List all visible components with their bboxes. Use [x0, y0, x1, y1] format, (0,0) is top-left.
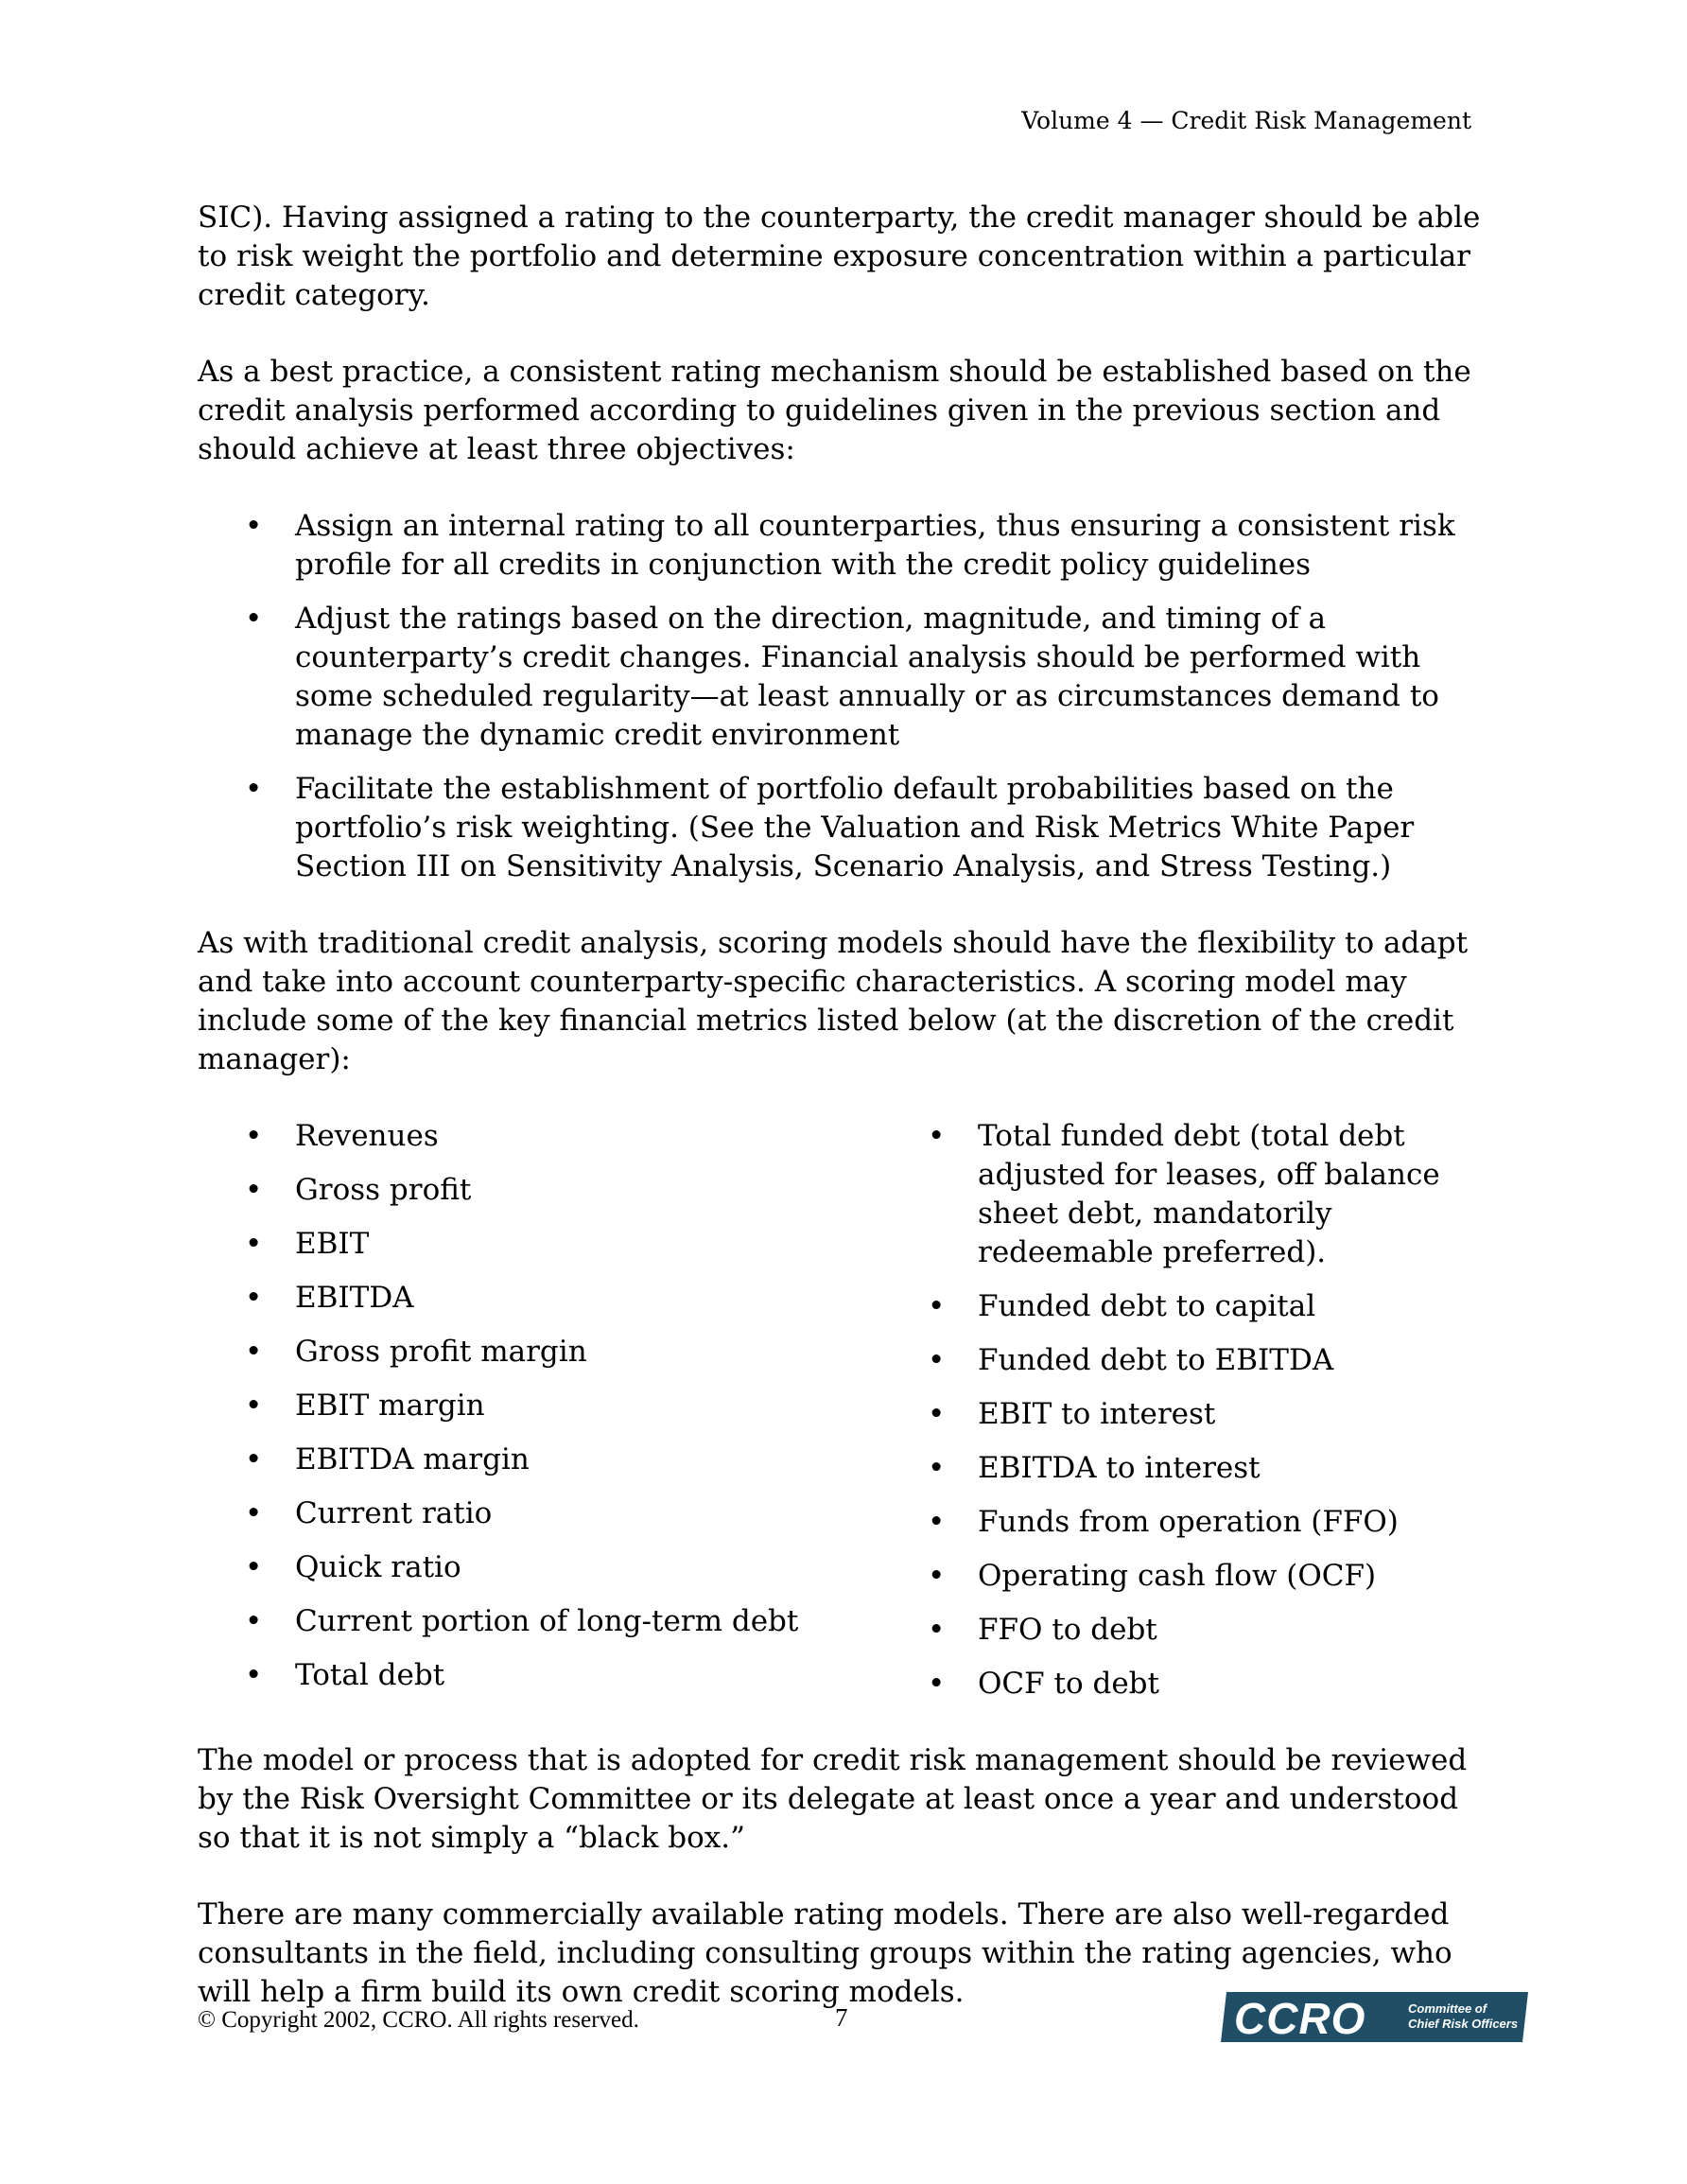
- metrics-right-column: [880, 1117, 1482, 1704]
- logo-tagline-line2: Chief Risk Officers: [1408, 2017, 1519, 2031]
- bullet-icon: •: [928, 1451, 946, 1485]
- metric-text: Current portion of long-term debt: [295, 1604, 799, 1638]
- page-body: [198, 199, 1482, 2050]
- metric-text: Total funded debt (total debt adjusted for leases, off balance sheet debt, mandatorily redeemable preferred).: [978, 1119, 1440, 1269]
- metric-text: Gross profit: [295, 1173, 472, 1207]
- metric-text: OCF to debt: [978, 1667, 1159, 1701]
- metric-item: [880, 1117, 1482, 1272]
- metric-item: [880, 1341, 1482, 1380]
- objectives-list: [198, 507, 1482, 886]
- metric-text: Funded debt to capital: [978, 1289, 1316, 1323]
- ccro-logo: [1221, 1992, 1528, 2042]
- metric-text: Gross profit margin: [295, 1335, 587, 1369]
- metric-item: [198, 1494, 880, 1533]
- bullet-icon: •: [928, 1397, 946, 1431]
- metrics-columns: [198, 1117, 1482, 1704]
- bullet-icon: •: [245, 509, 263, 543]
- metric-item: [880, 1395, 1482, 1434]
- bullet-icon: •: [245, 1550, 263, 1584]
- bullet-icon: •: [928, 1613, 946, 1647]
- objective-item: [198, 770, 1482, 886]
- logo-wordmark: CCRO: [1234, 1994, 1366, 2042]
- metric-text: EBIT to interest: [978, 1397, 1216, 1431]
- bullet-icon: •: [928, 1343, 946, 1377]
- objective-text: Adjust the ratings based on the direction, magnitude, and timing of a counterparty’s credit changes. Financial analysis should be performed with some scheduled regularity—at least annually or as circumstances demand to manage the dynamic credit environment: [295, 602, 1439, 752]
- bullet-icon: •: [245, 1227, 263, 1261]
- bullet-icon: •: [245, 1173, 263, 1207]
- bullet-icon: •: [245, 1604, 263, 1638]
- metric-text: Funded debt to EBITDA: [978, 1343, 1334, 1377]
- metric-text: EBITDA to interest: [978, 1451, 1261, 1485]
- paragraph-rating-intro: SIC). Having assigned a rating to the counterparty, the credit manager should be able to risk weight the portfolio and determine exposure concentration within a particular credit category.: [198, 201, 1481, 312]
- metric-text: EBITDA: [295, 1281, 414, 1315]
- metric-text: Funds from operation (FFO): [978, 1505, 1399, 1539]
- objective-text: Assign an internal rating to all counterparties, thus ensuring a consistent risk profile for all credits in conjunction with the credit policy guidelines: [295, 509, 1455, 582]
- metric-item: [198, 1279, 880, 1318]
- bullet-icon: •: [245, 1389, 263, 1423]
- metric-item: [198, 1656, 880, 1695]
- bullet-icon: •: [928, 1505, 946, 1539]
- metric-item: [880, 1287, 1482, 1326]
- bullet-icon: •: [245, 1496, 263, 1530]
- metric-item: [198, 1225, 880, 1264]
- metrics-left-column: [198, 1117, 880, 1704]
- bullet-icon: •: [245, 1281, 263, 1315]
- metric-text: EBIT: [295, 1227, 370, 1261]
- objective-item: [198, 600, 1482, 755]
- metric-text: EBIT margin: [295, 1389, 485, 1423]
- metric-item: [880, 1503, 1482, 1542]
- metric-item: [880, 1611, 1482, 1650]
- metric-text: Total debt: [295, 1658, 445, 1692]
- logo-tagline-line1: Committee of: [1408, 2001, 1487, 2016]
- bullet-icon: •: [245, 602, 263, 636]
- metric-text: EBITDA margin: [295, 1442, 530, 1476]
- metric-item: [198, 1441, 880, 1479]
- metrics-list-left: [198, 1117, 880, 1695]
- metric-item: [198, 1602, 880, 1641]
- objective-text: Facilitate the establishment of portfolio default probabilities based on the portfolio’s risk weighting. (See the Valuation and Risk Metrics White Paper Section III on Sensitivity Analysis, Scenario Analysis, and Stress Testing.): [295, 772, 1415, 883]
- bullet-icon: •: [245, 1335, 263, 1369]
- running-header: Volume 4 — Credit Risk Management: [1021, 107, 1471, 134]
- metric-item: [198, 1171, 880, 1210]
- paragraph-commercial-models: There are many commercially available rating models. There are also well-regarded consultants in the field, including consulting groups within the rating agencies, who will help a firm build its own credit scoring models.: [198, 1897, 1452, 2009]
- metric-text: FFO to debt: [978, 1613, 1157, 1647]
- metric-item: [880, 1557, 1482, 1596]
- bullet-icon: •: [245, 772, 263, 806]
- metrics-list-right: [880, 1117, 1482, 1704]
- metric-item: [198, 1333, 880, 1372]
- metric-item: [880, 1665, 1482, 1704]
- paragraph-model-review: The model or process that is adopted for credit risk management should be reviewed by the Risk Oversight Committee or its delegate at least once a year and understood so that it is not simply a “black box.”: [198, 1743, 1468, 1855]
- bullet-icon: •: [928, 1559, 946, 1593]
- bullet-icon: •: [928, 1667, 946, 1701]
- bullet-icon: •: [245, 1119, 263, 1153]
- metric-item: [198, 1548, 880, 1587]
- metric-item: [198, 1387, 880, 1425]
- bullet-icon: •: [928, 1289, 946, 1323]
- bullet-icon: •: [928, 1119, 946, 1153]
- bullet-icon: •: [245, 1442, 263, 1476]
- paragraph-scoring-models: As with traditional credit analysis, scoring models should have the flexibility to adapt and take into account counterparty-specific characteristics. A scoring model may include some of the key financial metrics listed below (at the discretion of the credit manager):: [198, 926, 1469, 1076]
- footer-copyright: © Copyright 2002, CCRO. All rights reserved.: [198, 2007, 639, 2033]
- metric-text: Quick ratio: [295, 1550, 461, 1584]
- metric-item: [880, 1449, 1482, 1488]
- page-number: 7: [835, 2003, 848, 2032]
- metric-item: [198, 1117, 880, 1156]
- metric-text: Operating cash flow (OCF): [978, 1559, 1377, 1593]
- metric-text: Revenues: [295, 1119, 439, 1153]
- metric-text: Current ratio: [295, 1496, 493, 1530]
- paragraph-best-practice: As a best practice, a consistent rating mechanism should be established based on the credit analysis performed according to guidelines given in the previous section and should achieve at least three objectives:: [198, 355, 1471, 466]
- objective-item: [198, 507, 1482, 585]
- bullet-icon: •: [245, 1658, 263, 1692]
